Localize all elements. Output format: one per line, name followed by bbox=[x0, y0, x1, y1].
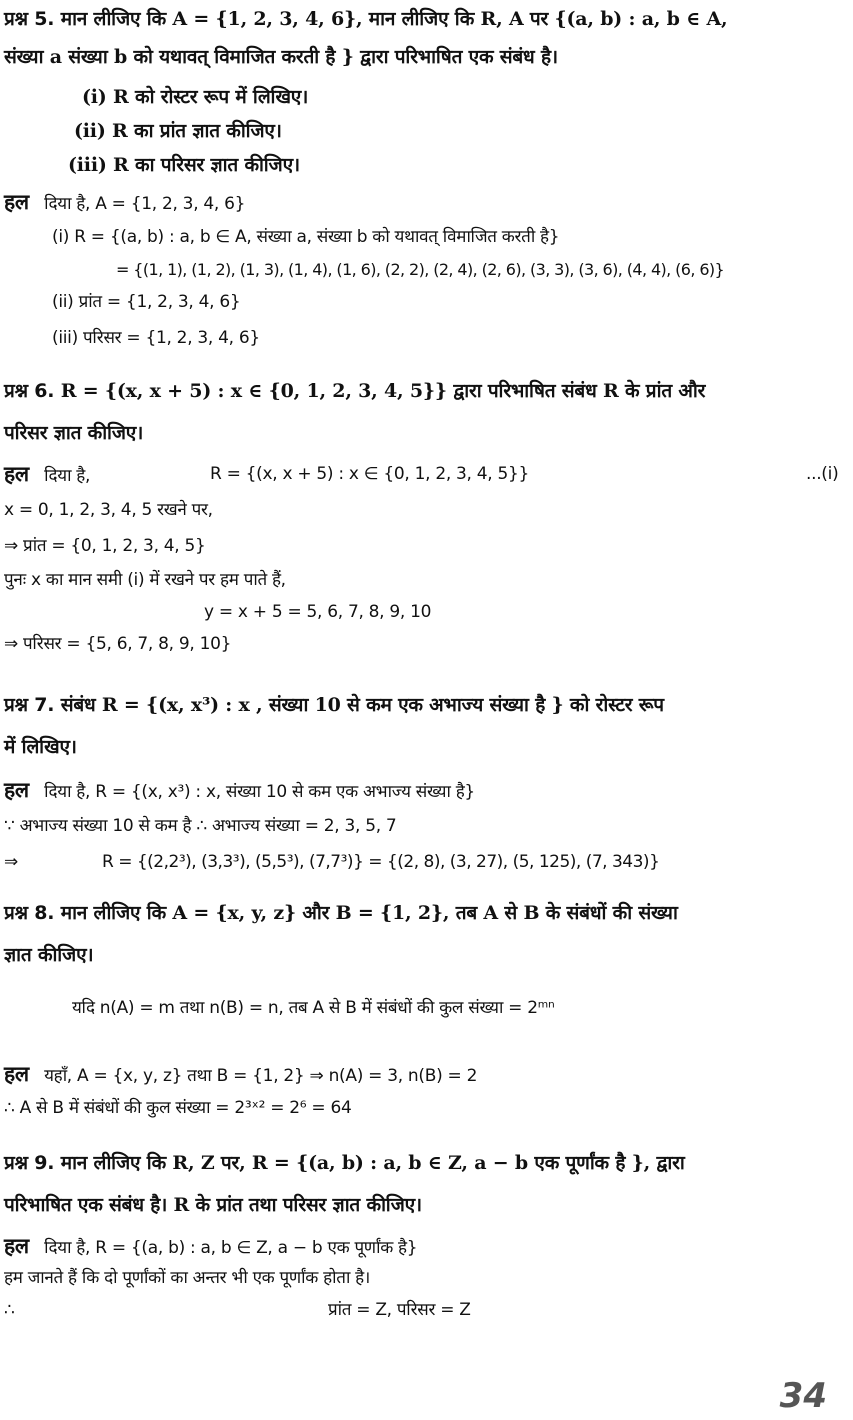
q8-solution-line2: ∴ A से B में संबंधों की कुल संख्या = 2³ˣ² = 2⁶ = 64 bbox=[4, 1098, 352, 1118]
q6-solution-line1 bbox=[4, 464, 90, 485]
q8-solution-label: हल bbox=[4, 1062, 29, 1086]
q5-part-ii: (ii) R का प्रांत ज्ञात कीजिए। bbox=[74, 120, 282, 142]
q5-part-iii: (iii) R का परिसर ज्ञात कीजिए। bbox=[68, 154, 300, 176]
q6-solution-given: दिया है, bbox=[44, 466, 91, 486]
q7-solution-line1 bbox=[4, 780, 475, 801]
q7-solution-label: हल bbox=[4, 778, 29, 802]
q6-equation-ref: ...(i) bbox=[806, 464, 839, 484]
q5-part-i: (i) R को रोस्टर रूप में लिखिए। bbox=[82, 86, 309, 108]
q7-question-line2: में लिखिए। bbox=[4, 736, 77, 758]
q8-hint: यदि n(A) = m तथा n(B) = n, तब A से B में संबंधों की कुल संख्या = 2ᵐⁿ bbox=[72, 998, 555, 1018]
q6-text-line1: R = {(x, x + 5) : x ∈ {0, 1, 2, 3, 4, 5}} द्वारा परिभाषित संबंध R के प्रांत और bbox=[60, 380, 706, 402]
q5-solution-line1 bbox=[4, 192, 245, 213]
q5-solution-line5: (iii) परिसर = {1, 2, 3, 4, 6} bbox=[52, 328, 260, 348]
q5-question-line1 bbox=[4, 10, 727, 29]
q6-question-line1 bbox=[4, 382, 705, 401]
q6-solution-label: हल bbox=[4, 462, 29, 486]
q6-solution-line6: ⇒ परिसर = {5, 6, 7, 8, 9, 10} bbox=[4, 634, 232, 654]
q7-solution-line3: R = {(2,2³), (3,3³), (5,5³), (7,7³)} = {(2, 8), (3, 27), (5, 125), (7, 343)} bbox=[102, 852, 660, 872]
q8-solution-line1 bbox=[4, 1064, 477, 1085]
q9-solution-line3: प्रांत = Z, परिसर = Z bbox=[328, 1300, 471, 1320]
q5-solution-line4: (ii) प्रांत = {1, 2, 3, 4, 6} bbox=[52, 292, 241, 312]
q6-solution-line5: y = x + 5 = 5, 6, 7, 8, 9, 10 bbox=[204, 602, 432, 622]
q9-question-line2: परिभाषित एक संबंध है। R के प्रांत तथा परिसर ज्ञात कीजिए। bbox=[4, 1194, 422, 1216]
q9-label: प्रश्न 9. bbox=[4, 1152, 55, 1174]
q6-solution-line2: x = 0, 1, 2, 3, 4, 5 रखने पर, bbox=[4, 500, 213, 520]
q5-question-line2: संख्या a संख्या b को यथावत् विमाजित करती है } द्वारा परिभाषित एक संबंध है। bbox=[4, 46, 558, 68]
q5-solution-label: हल bbox=[4, 190, 29, 214]
q5-solution-line2: (i) R = {(a, b) : a, b ∈ A, संख्या a, संख्या b को यथावत् विमाजित करती है} bbox=[52, 227, 560, 247]
q5-solution-given: दिया है, A = {1, 2, 3, 4, 6} bbox=[44, 194, 246, 214]
q8-label: प्रश्न 8. bbox=[4, 902, 55, 924]
q6-solution-relation: R = {(x, x + 5) : x ∈ {0, 1, 2, 3, 4, 5}} bbox=[210, 464, 530, 484]
q9-solution-line2: हम जानते हैं कि दो पूर्णांकों का अन्तर भी एक पूर्णांक होता है। bbox=[4, 1268, 371, 1288]
q9-therefore: ∴ bbox=[4, 1300, 15, 1320]
q7-label: प्रश्न 7. bbox=[4, 694, 55, 716]
q8-text-line1: मान लीजिए कि A = {x, y, z} और B = {1, 2}, तब A से B के संबंधों की संख्या bbox=[60, 902, 678, 924]
q6-solution-line4: पुनः x का मान समी (i) में रखने पर हम पाते हैं, bbox=[4, 570, 286, 590]
q6-question-line2: परिसर ज्ञात कीजिए। bbox=[4, 422, 144, 444]
q8-solution-given: यहाँ, A = {x, y, z} तथा B = {1, 2} ⇒ n(A) = 3, n(B) = 2 bbox=[44, 1066, 478, 1086]
q9-solution-label: हल bbox=[4, 1234, 29, 1258]
q9-text-line1: मान लीजिए कि R, Z पर, R = {(a, b) : a, b ∈ Z, a − b एक पूर्णांक है }, द्वारा bbox=[60, 1152, 685, 1174]
q7-solution-given: दिया है, R = {(x, x³) : x, संख्या 10 से कम एक अभाज्य संख्या है} bbox=[44, 782, 475, 802]
q5-label: प्रश्न 5. bbox=[4, 8, 55, 30]
q5-text-line1: मान लीजिए कि A = {1, 2, 3, 4, 6}, मान लीजिए कि R, A पर {(a, b) : a, b ∈ A, bbox=[60, 8, 728, 30]
q6-label: प्रश्न 6. bbox=[4, 380, 55, 402]
q5-solution-line3: = {(1, 1), (1, 2), (1, 3), (1, 4), (1, 6), (2, 2), (2, 4), (2, 6), (3, 3), (3, 6), (4, 4), (6, 6)} bbox=[116, 260, 725, 279]
q7-question-line1 bbox=[4, 696, 664, 715]
q8-question-line1 bbox=[4, 904, 678, 923]
q9-question-line1 bbox=[4, 1154, 685, 1173]
q9-solution-line1 bbox=[4, 1236, 417, 1257]
q6-solution-line3: ⇒ प्रांत = {0, 1, 2, 3, 4, 5} bbox=[4, 536, 206, 556]
q8-question-line2: ज्ञात कीजिए। bbox=[4, 944, 94, 966]
page-number: 34 bbox=[779, 1376, 827, 1416]
q7-solution-line2: ∵ अभाज्य संख्या 10 से कम है ∴ अभाज्य संख्या = 2, 3, 5, 7 bbox=[4, 816, 397, 836]
q9-solution-given: दिया है, R = {(a, b) : a, b ∈ Z, a − b एक पूर्णांक है} bbox=[44, 1238, 418, 1258]
q7-text-line1: संबंध R = {(x, x³) : x , संख्या 10 से कम एक अभाज्य संख्या है } को रोस्टर रूप bbox=[60, 694, 664, 716]
q7-implies: ⇒ bbox=[4, 852, 18, 872]
